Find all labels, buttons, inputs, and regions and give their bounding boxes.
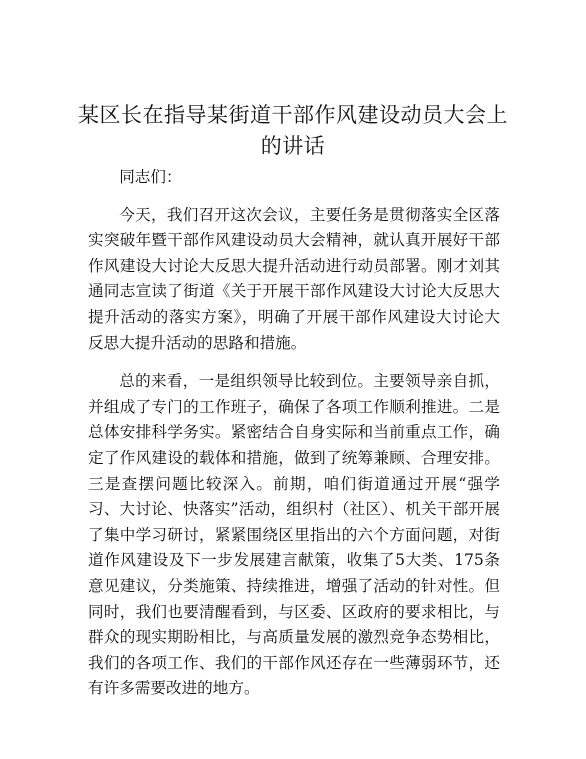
document-body (88, 165, 500, 702)
salutation: 同志们： (119, 168, 182, 186)
paragraph-2: 总的来看，一是组织领导比较到位。主要领导亲自抓，并组成了专门的工作班子，确保了各项工作顺利推进。二是总体安排科学务实。紧密结合自身实际和当前重点工作，确定了作风建设的载体和措施，做到了统筹兼顾、合理安排。三是查摆问题比较深入。前期，咱们街道通过开展“强学习、大讨论、快落实”活动，组织村（社区）、机关干部开展了集中学习研讨，紧紧围绕区里指出的六个方面问题，对街道作风建设及下一步发展建言献策，收集了5大类、175条意见建议，分类施策、持续推进，增强了活动的针对性。但同时，我们也要清醒看到，与区委、区政府的要求相比，与群众的现实期盼相比，与高质量发展的激烈竞争态势相比，我们的各项工作、我们的干部作风还存在一些薄弱环节，还有许多需要改进的地方。 (88, 372, 500, 698)
paragraph-1: 今天，我们召开这次会议，主要任务是贯彻落实全区落实突破年暨干部作风建设动员大会精神，就认真开展好干部作风建设大讨论大反思大提升活动进行动员部署。刚才刘其通同志宣读了街道《关于开展干部作风建设大讨论大反思大提升活动的落实方案》，明确了开展干部作风建设大讨论大反思大提升活动的思路和措施。 (88, 205, 500, 352)
document-title: 某区长在指导某街道干部作风建设动员大会上的讲话 (78, 103, 508, 158)
